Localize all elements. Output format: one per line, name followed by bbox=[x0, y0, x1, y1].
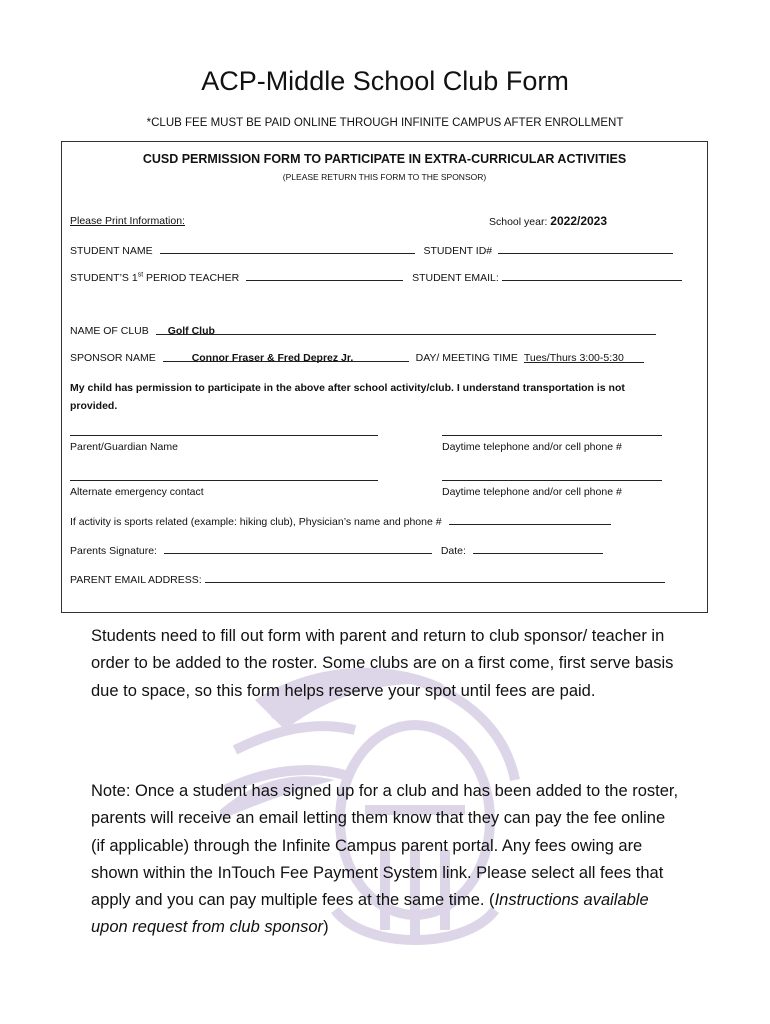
club-name-label: NAME OF CLUB bbox=[70, 325, 149, 337]
sponsor-row bbox=[70, 352, 644, 364]
instructions-paragraph-1: Students need to fill out form with parent and return to club sponsor/ teacher in order to be added to the roster. Some clubs are on a first come, first serve basis due to space, so this form helps reserve your spot until fees are paid. bbox=[91, 627, 674, 700]
student-name-field[interactable] bbox=[160, 243, 415, 254]
phone-line-2[interactable] bbox=[442, 480, 662, 481]
parent-email-row bbox=[70, 572, 665, 586]
parent-signature-label: Parents Signature: bbox=[70, 545, 157, 557]
form-subheading: (PLEASE RETURN THIS FORM TO THE SPONSOR) bbox=[282, 172, 487, 182]
parent-name-line[interactable] bbox=[70, 435, 378, 436]
day-time-field[interactable] bbox=[524, 352, 644, 363]
school-year-label: School year: bbox=[489, 216, 548, 228]
permission-form-box bbox=[61, 141, 708, 613]
date-field[interactable] bbox=[473, 543, 603, 554]
parent-email-label: PARENT EMAIL ADDRESS: bbox=[70, 574, 202, 586]
student-id-field[interactable] bbox=[498, 243, 673, 254]
physician-row bbox=[70, 514, 611, 528]
club-name-field[interactable] bbox=[156, 325, 656, 335]
form-heading: CUSD PERMISSION FORM TO PARTICIPATE IN EXTRA-CURRICULAR ACTIVITIES bbox=[142, 152, 627, 166]
date-label: Date: bbox=[440, 545, 466, 557]
student-id-label: STUDENT ID# bbox=[423, 245, 493, 257]
instructions-paragraph-2: Note: Once a student has signed up for a club and has been added to the roster, parents will receive an email letting them know that they can pay the fee online (if applicable) through the Infinite Campus parent portal. Any fees owing are shown within the InTouch Fee Payment System link. Please select all fees that apply and you can pay multiple fees at the same time. (Instructions available upon request from club sponsor) bbox=[91, 782, 679, 937]
print-info-label: Please Print Information: bbox=[70, 215, 185, 227]
day-time-label: DAY/ MEETING TIME bbox=[415, 352, 518, 364]
sponsor-value: Connor Fraser & Fred Deprez Jr. bbox=[191, 352, 354, 364]
physician-field[interactable] bbox=[449, 514, 611, 525]
parent-name-label: Parent/Guardian Name bbox=[70, 441, 178, 453]
permission-statement: My child has permission to participate in the above after school activity/club. I understand transportation is not provided. bbox=[70, 382, 625, 412]
emergency-contact-line[interactable] bbox=[70, 480, 378, 481]
sponsor-label: SPONSOR NAME bbox=[70, 352, 156, 364]
instructions-italic-note: Instructions available upon request from club sponsor bbox=[91, 891, 649, 937]
parent-signature-field[interactable] bbox=[164, 543, 432, 554]
phone-label-1: Daytime telephone and/or cell phone # bbox=[442, 441, 622, 453]
teacher-row bbox=[70, 270, 682, 284]
club-name-value: Golf Club bbox=[167, 325, 215, 337]
school-year bbox=[489, 214, 607, 228]
day-time-value: Tues/Thurs 3:00-5:30 bbox=[523, 352, 624, 364]
club-name-row bbox=[70, 325, 656, 337]
form-title: ACP-Middle School Club Form bbox=[201, 66, 569, 96]
emergency-contact-label: Alternate emergency contact bbox=[70, 486, 204, 498]
sponsor-field[interactable] bbox=[163, 352, 409, 362]
student-email-field[interactable] bbox=[502, 270, 682, 281]
student-name-label: STUDENT NAME bbox=[70, 245, 153, 257]
teacher-label: STUDENT’S 1st PERIOD TEACHER bbox=[70, 271, 240, 284]
school-year-value: 2022/2023 bbox=[550, 214, 608, 228]
physician-label: If activity is sports related (example: hiking club), Physician’s name and phone # bbox=[70, 516, 442, 528]
phone-line-1[interactable] bbox=[442, 435, 662, 436]
student-email-label: STUDENT EMAIL: bbox=[412, 272, 499, 284]
parent-email-field[interactable] bbox=[205, 572, 665, 583]
teacher-field[interactable] bbox=[246, 270, 403, 281]
student-name-row bbox=[70, 243, 673, 257]
signature-row bbox=[70, 543, 603, 557]
phone-label-2: Daytime telephone and/or cell phone # bbox=[442, 486, 622, 498]
fee-notice: *CLUB FEE MUST BE PAID ONLINE THROUGH INFINITE CAMPUS AFTER ENROLLMENT bbox=[146, 117, 624, 129]
